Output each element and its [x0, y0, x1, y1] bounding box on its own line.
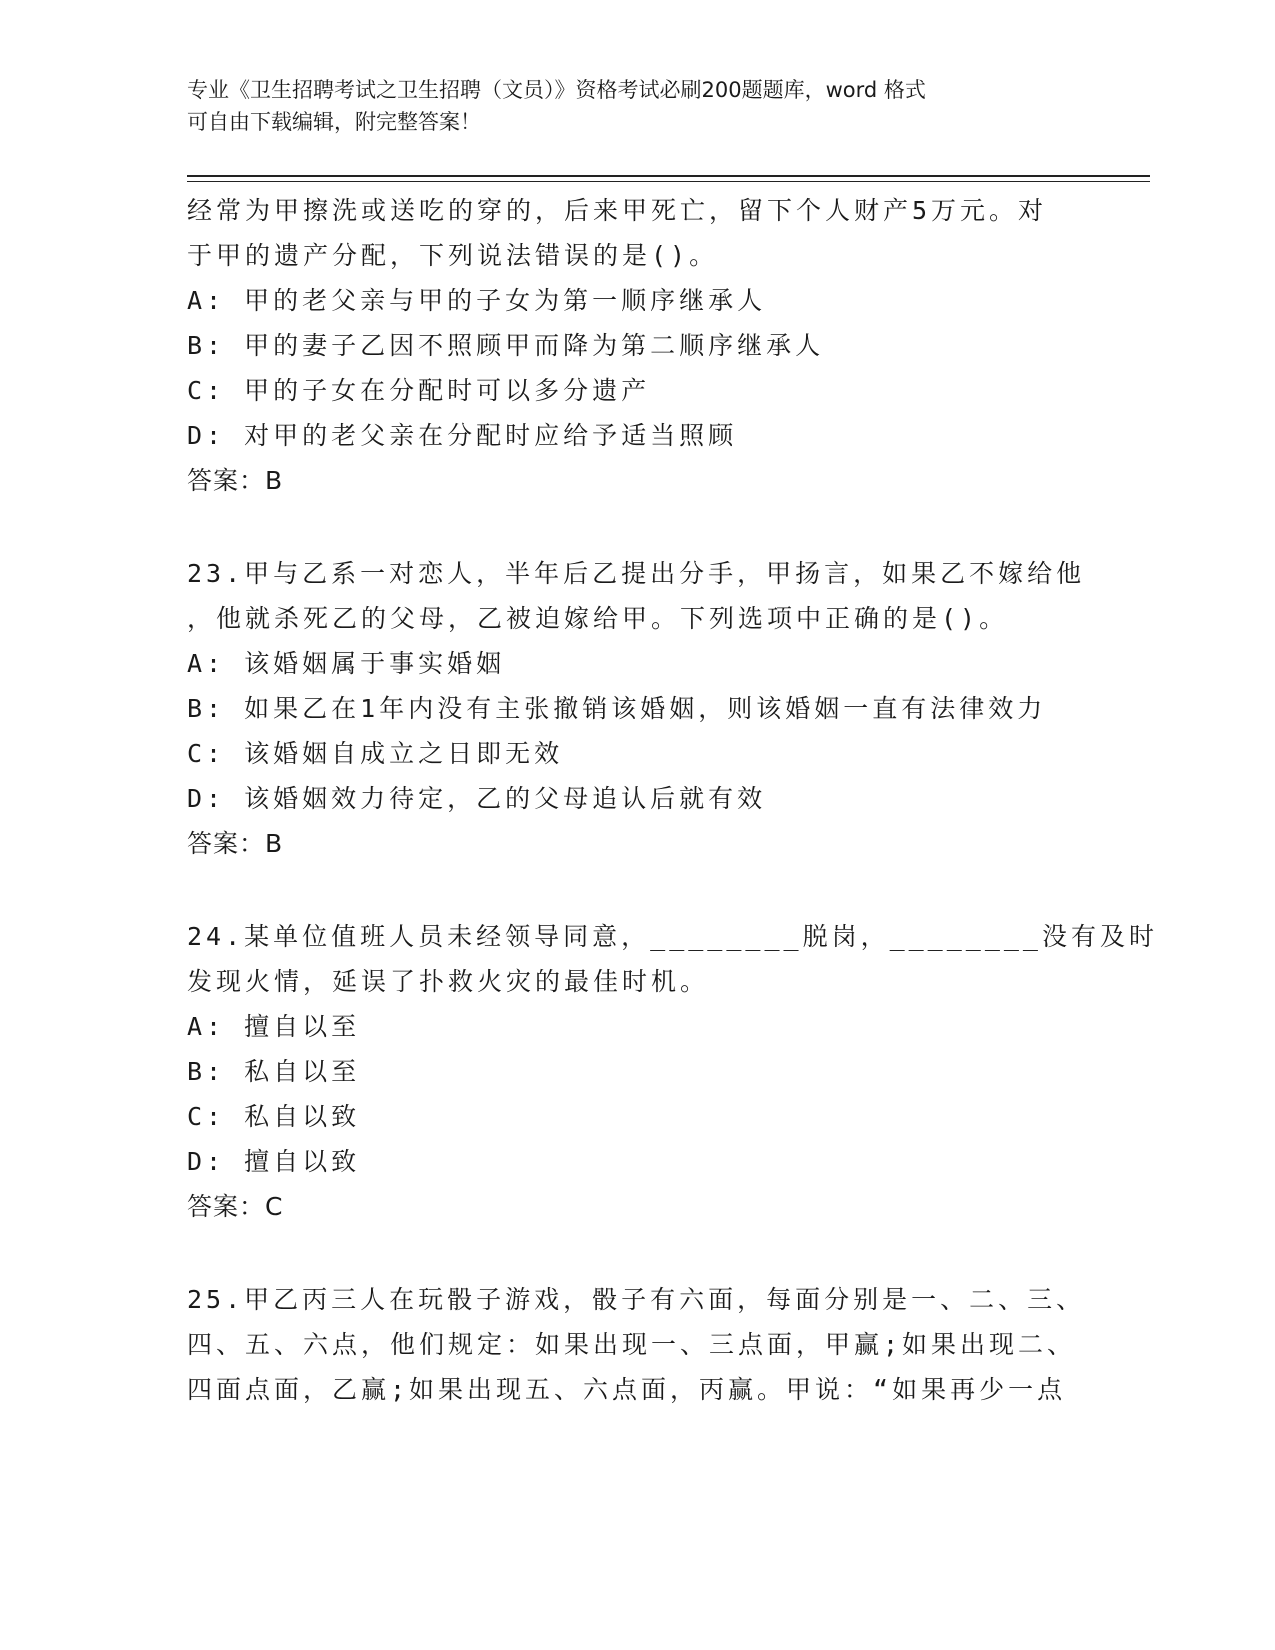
question-text-line: 于甲的遗产分配，下列说法错误的是()。: [187, 241, 719, 270]
page-content: [187, 188, 1158, 1412]
header-rule-thin: [187, 181, 1150, 182]
question-block-23: [187, 551, 1127, 866]
option-d: D: 擅自以致: [187, 1147, 361, 1176]
header-rule-thick: [187, 175, 1150, 177]
option-d: D: 对甲的老父亲在分配时应给予适当照顾: [187, 421, 738, 450]
question-text-line: 经常为甲擦洗或送吃的穿的，后来甲死亡，留下个人财产5万元。对: [187, 196, 1048, 225]
option-c: C: 甲的子女在分配时可以多分遗产: [187, 376, 651, 405]
question-text-line: 四面点面，乙赢;如果出现五、六点面，丙赢。甲说：“如果再少一点: [187, 1375, 1067, 1404]
answer-line: 答案：B: [187, 466, 284, 495]
answer-line: 答案：B: [187, 829, 284, 858]
question-text-line: 发现火情，延误了扑救火灾的最佳时机。: [187, 967, 710, 996]
question-block-24: [187, 914, 1158, 1229]
option-c: C: 该婚姻自成立之日即无效: [187, 739, 564, 768]
question-block-25: [187, 1277, 1127, 1412]
header-title-line-2: 可自由下载编辑，附完整答案！: [187, 110, 481, 134]
option-b: B: 如果乙在1年内没有主张撤销该婚姻，则该婚姻一直有法律效力: [187, 694, 1047, 723]
option-a: A: 擅自以至: [187, 1012, 361, 1041]
question-text-line: 四、五、六点，他们规定：如果出现一、三点面，甲赢;如果出现二、: [187, 1330, 1077, 1359]
question-text-line: ，他就杀死乙的父母，乙被迫嫁给甲。下列选项中正确的是()。: [187, 604, 1009, 633]
option-c: C: 私自以致: [187, 1102, 361, 1131]
question-gap: [187, 503, 1127, 551]
header-title-line-1: 专业《卫生招聘考试之卫生招聘（文员）》资格考试必刷200题题库，word 格式: [187, 78, 926, 102]
option-a: A: 该婚姻属于事实婚姻: [187, 649, 506, 678]
question-text-line: 23.甲与乙系一对恋人，半年后乙提出分手，甲扬言，如果乙不嫁给他: [187, 559, 1086, 588]
question-gap: [187, 866, 1127, 914]
answer-line: 答案：C: [187, 1192, 284, 1221]
question-text-line: 25.甲乙丙三人在玩骰子游戏，骰子有六面，每面分别是一、二、三、: [187, 1285, 1086, 1314]
option-b: B: 私自以至: [187, 1057, 361, 1086]
question-gap: [187, 1229, 1127, 1277]
option-a: A: 甲的老父亲与甲的子女为第一顺序继承人: [187, 286, 767, 315]
question-text-line: 24.某单位值班人员未经领导同意，________脱岗，________没有及时: [187, 922, 1158, 951]
document-header: [187, 74, 1087, 138]
option-b: B: 甲的妻子乙因不照顾甲而降为第二顺序继承人: [187, 331, 825, 360]
question-block-continued: [187, 188, 1127, 503]
option-d: D: 该婚姻效力待定，乙的父母追认后就有效: [187, 784, 767, 813]
